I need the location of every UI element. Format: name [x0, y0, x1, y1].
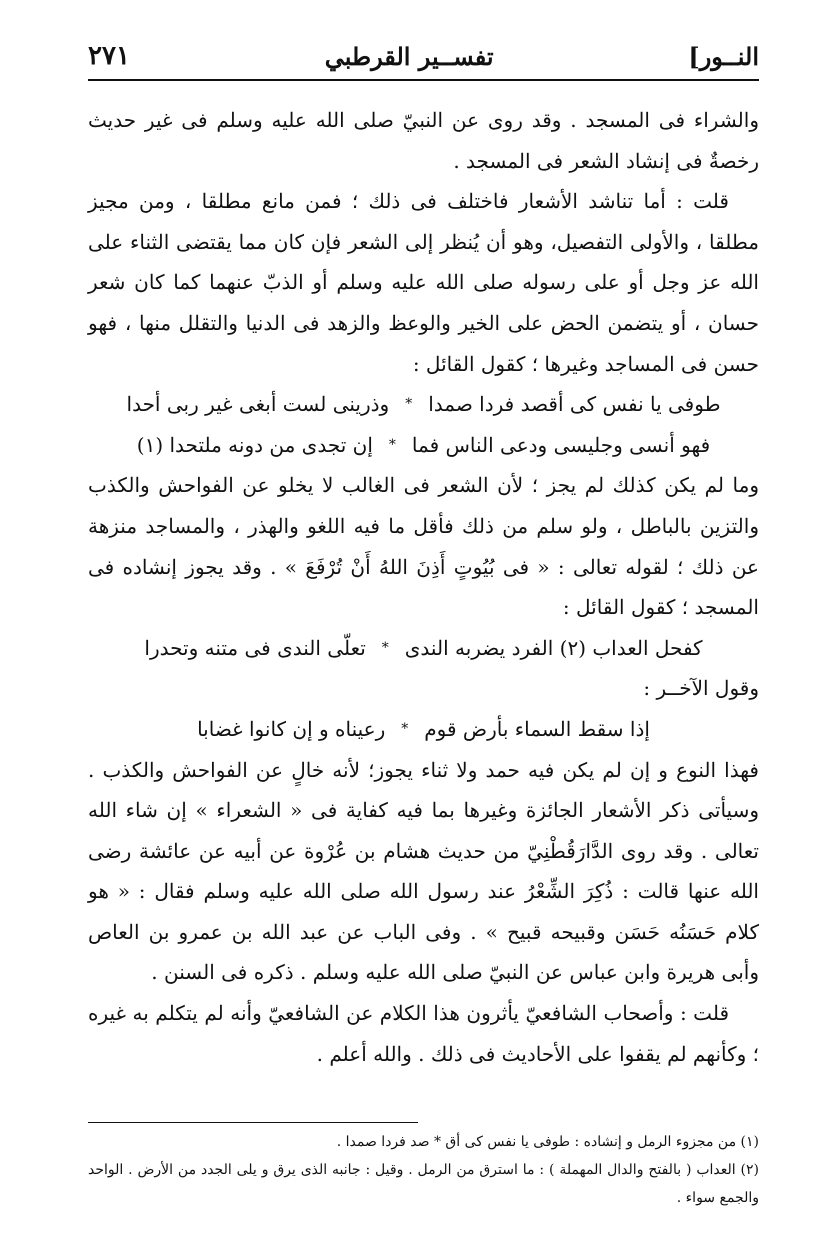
surah-name: النــور]	[688, 41, 759, 71]
verse-hemistich: إذا سقط السماء بأرض قوم	[424, 716, 650, 741]
verse-separator: *	[381, 639, 389, 656]
main-text	[88, 100, 759, 1074]
verse-hemistich: طوفى يا نفس كى أقصد فردا صمدا	[428, 392, 721, 417]
footnote: (٢) العداب ( بالفتح والدال المهملة ) : ما استرق من الرمل . وقيل : جانبه الذى يرق و يلى الجدد من الأرض . الواحد والجمع سواء .	[88, 1162, 759, 1206]
footnote: (١) من مجزوء الرمل و إنشاده : طوفى يا نفس كى أق * صد فردا صمدا .	[336, 1134, 759, 1150]
verse-line	[88, 709, 759, 750]
verse-separator: *	[388, 436, 396, 453]
verse-line	[88, 628, 759, 669]
page-number: ٢٧١	[88, 41, 130, 71]
header-rule	[88, 79, 759, 81]
paragraph: قلت : أما تناشد الأشعار فاختلف فى ذلك ؛ فمن مانع مطلقا ، ومن مجيز مطلقا ، والأولى التفصيل، وهو أن يُنظر إلى الشعر فإن كان مما يقتضى الثناء على الله عز وجل أو على رسوله صلى الله عليه وسلم أو الذبّ عنهما كما كان شعر حسان ، أو يتضمن الحض على الخير والوعظ والزهد فى الدنيا والتقلل منها ، فهو حسن فى المساجد وغيرها ؛ كقول القائل :	[88, 189, 759, 376]
verse-hemistich: فهو أنسى وجليسى ودعى الناس فما	[411, 432, 711, 457]
verse-hemistich: إن تجدى من دونه ملتحدا (١)	[136, 432, 373, 457]
verse-hemistich: رعيناه و إن كانوا غضابا	[197, 716, 386, 741]
verse-separator: *	[405, 396, 413, 413]
verse-hemistich: وذرينى لست أبغى غير ربى أحدا	[126, 392, 390, 417]
footnotes	[88, 1128, 759, 1212]
paragraph: والشراء فى المسجد . وقد روى عن النبيّ صلى الله عليه وسلم فى غير حديث رخصةٌ فى إنشاد الشعر فى المسجد .	[88, 108, 759, 173]
paragraph: وقول الآخــر :	[643, 676, 759, 701]
verse-line	[88, 425, 759, 466]
verse-hemistich: تعلّى الندى فى متنه وتحدرا	[144, 635, 366, 660]
verse-separator: *	[401, 720, 409, 737]
paragraph: قلت : وأصحاب الشافعيّ يأثرون هذا الكلام عن الشافعيّ وأنه لم يتكلم به غيره ؛ وكأنهم لم يقفوا على الأحاديث فى ذلك . والله أعلم .	[88, 1001, 759, 1066]
footnote-rule	[88, 1122, 418, 1123]
paragraph: فهذا النوع و إن لم يكن فيه حمد ولا ثناء يجوز؛ لأنه خالٍ عن الفواحش والكذب . وسيأتى ذكر الأشعار الجائزة وغيرها بما فيه كفاية فى « الشعراء » إن شاء الله تعالى . وقد روى الدَّارَقُطْنِيّ من حديث هشام بن عُرْوة عن أبيه عن عائشة رضى الله عنها قالت : ذُكِرَ الشِّعْرُ عند رسول الله صلى الله عليه وسلم فقال : « هو كلام حَسَنُه حَسَن وقبيحه قبيح » . وفى الباب عن عبد الله بن عمرو بن العاص وأبى هريرة وابن عباس عن النبيّ صلى الله عليه وسلم . ذكره فى السنن .	[88, 757, 759, 985]
verse-line	[88, 384, 759, 425]
running-header	[88, 36, 759, 76]
paragraph: وما لم يكن كذلك لم يجز ؛ لأن الشعر فى الغالب لا يخلو عن الفواحش والكذب والتزين بالباطل ، ولو سلم من ذلك فأقل ما فيه اللغو والهذر ، والمساجد منزهة عن ذلك ؛ لقوله تعالى : « فى بُيُوتٍ أَذِنَ اللهُ أَنْ تُرْفَعَ » . وقد يجوز إنشاده فى المسجد ؛ كقول القائل :	[88, 473, 759, 620]
verse-hemistich: كفحل العداب (٢) الفرد يضربه الندى	[404, 635, 703, 660]
book-title: تفســير القرطبي	[324, 41, 494, 71]
